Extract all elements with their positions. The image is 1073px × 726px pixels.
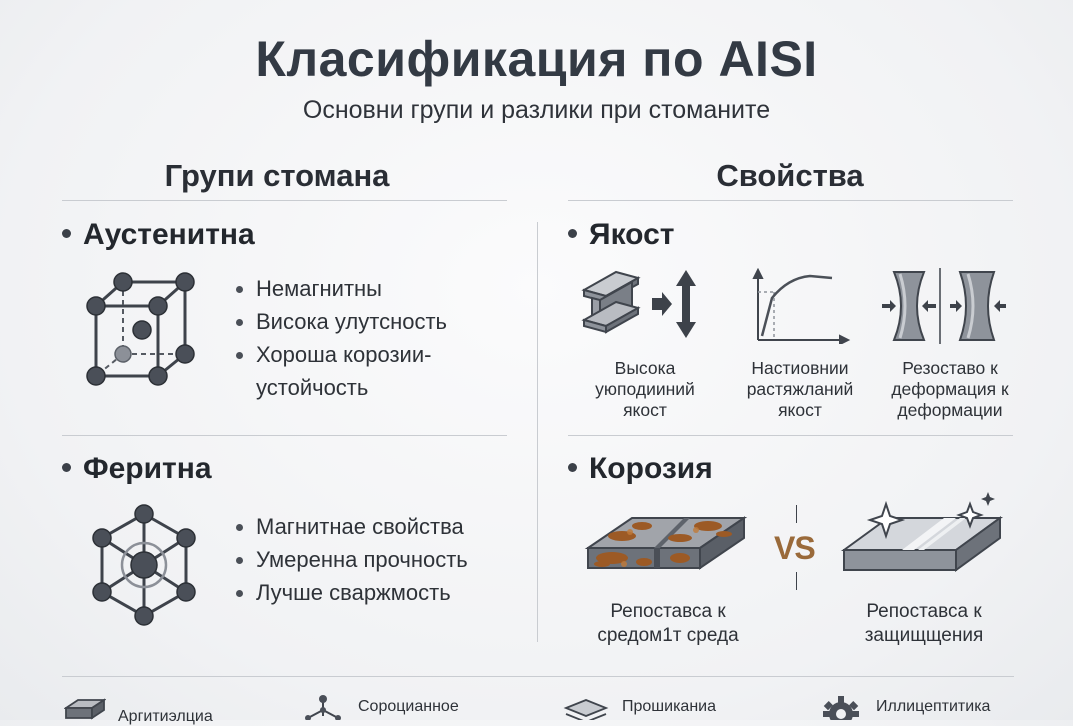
- right-column-header: Свойства: [716, 158, 864, 193]
- footer-label-4: Иллицептитика: [876, 698, 991, 715]
- vs-tick-bottom: [796, 572, 797, 590]
- austenitic-bullet-list: [236, 272, 526, 404]
- versus-label: VS: [774, 530, 815, 566]
- i-beam-icon: [578, 268, 706, 344]
- bcc-lattice-icon: [84, 504, 204, 628]
- right-mid-divider: [568, 435, 1013, 436]
- gear-icon: [820, 694, 862, 720]
- center-divider: [537, 222, 538, 642]
- corrosion-caption-1: Репоставса к средом1т среда: [597, 601, 739, 646]
- ferritic-bullet-1: Магнитнае свойства: [236, 510, 526, 543]
- austenitic-bullet-3: Хороша корозии-устойчость: [236, 338, 526, 404]
- footer-label-3: Прошиканиа: [622, 698, 716, 715]
- strength-caption-3: Резоставо к деформация к деформации: [891, 358, 1009, 420]
- strength-caption-2: Настиовнии растяжланий якост: [746, 358, 854, 420]
- page-subtitle: Основни групи и разлики при стоманите: [302, 96, 771, 124]
- footer-label-2: Сороцианное: [358, 698, 459, 715]
- plate-icon: [64, 696, 106, 720]
- austenitic-section-title: Аустенитна: [62, 218, 255, 252]
- shiny-plate-icon: [840, 490, 1008, 590]
- compression-icon: [880, 268, 1008, 344]
- strength-caption-1: Высока уюподииний якост: [595, 358, 695, 420]
- left-column-header: Групи стомана: [164, 158, 390, 193]
- ferritic-bullet-2: Умеренна прочность: [236, 543, 526, 576]
- austenitic-bullet-2: Висока улутсность: [236, 305, 526, 338]
- stress-strain-graph-icon: [748, 268, 852, 344]
- left-header-divider: [62, 200, 507, 201]
- ferritic-section-title: Феритна: [62, 452, 212, 486]
- footer-label-1: Аргитиэлциа: [118, 708, 213, 725]
- left-mid-divider: [62, 435, 507, 436]
- vs-tick-top: [796, 505, 797, 523]
- rusty-plate-icon: [584, 508, 750, 590]
- strength-section-title: Якост: [568, 218, 675, 252]
- page-title: Класификация по AISI: [255, 31, 818, 87]
- fcc-lattice-icon: [78, 264, 208, 394]
- right-header-divider: [568, 200, 1013, 201]
- ferritic-bullet-3: Лучше сваржмость: [236, 576, 526, 609]
- austenitic-bullet-1: Немагнитны: [236, 272, 526, 305]
- ferritic-bullet-list: [236, 510, 526, 609]
- corrosion-caption-2: Репоставса к защищщения: [864, 601, 984, 646]
- footer-divider: [62, 676, 1014, 677]
- layers-icon: [562, 696, 610, 720]
- corrosion-section-title: Корозия: [568, 452, 713, 486]
- network-icon: [300, 694, 346, 720]
